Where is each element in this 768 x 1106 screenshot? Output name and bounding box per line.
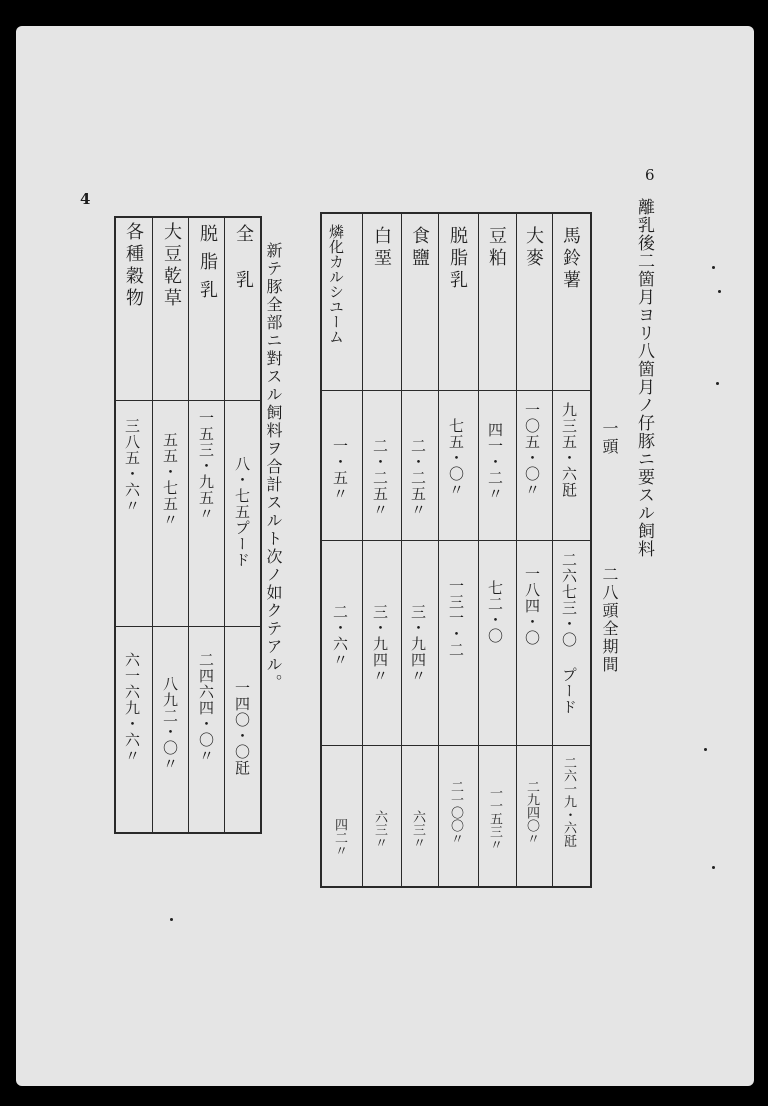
row-value-kg: 一四〇・〇瓩 bbox=[233, 680, 251, 776]
row-name: 食鹽 bbox=[409, 226, 430, 270]
row-value-one: 一・五〃 bbox=[331, 438, 349, 502]
row-value-all: 二・六〃 bbox=[331, 604, 349, 668]
row-name: 燐化カルシユーム bbox=[327, 224, 345, 344]
row-value-pood: 三八五・六〃 bbox=[123, 418, 141, 514]
row-value-one: 二・二五〃 bbox=[371, 438, 389, 518]
row-name: 大豆乾草 bbox=[161, 222, 182, 310]
table-border bbox=[260, 216, 262, 834]
table-rule bbox=[401, 212, 402, 888]
row-value-all: 二六七三・〇 プード bbox=[560, 552, 578, 715]
row-value-one: 二・二五〃 bbox=[409, 438, 427, 518]
row-value-kg: 二一〇〇〃 bbox=[448, 780, 463, 845]
row-name: 豆粕 bbox=[486, 226, 507, 270]
row-value-all: 七二・〇 bbox=[486, 580, 504, 644]
section-mark: 6 bbox=[645, 166, 655, 184]
row-value-kg: 六一六九・六〃 bbox=[123, 652, 141, 764]
row-name: 脱脂乳 bbox=[447, 226, 468, 292]
table-rule bbox=[188, 216, 189, 834]
row-value-kg: 四二〃 bbox=[332, 818, 347, 857]
row-name: 白堊 bbox=[371, 226, 392, 270]
row-value-one: 一〇五・〇〃 bbox=[523, 402, 541, 498]
row-value-pood: 八・七五プード bbox=[233, 456, 251, 568]
row-value-one: 七五・〇〃 bbox=[447, 418, 465, 498]
table-rule bbox=[152, 216, 153, 834]
scan-speck bbox=[716, 382, 719, 385]
page-number: 4 bbox=[80, 190, 91, 208]
col-header-all: 二八頭全期間 bbox=[600, 566, 619, 674]
summary-text: 新テ豚全部ニ對スル飼料ヲ合計スルト次ノ如クテアル。 bbox=[264, 242, 283, 692]
row-value-kg: 二六一九・六瓩 bbox=[561, 756, 576, 847]
table-rule bbox=[438, 212, 439, 888]
row-value-one: 四一・二〃 bbox=[486, 422, 504, 502]
scan-speck bbox=[712, 266, 715, 269]
row-value-all: 一三一・二 bbox=[447, 578, 465, 658]
table-border bbox=[320, 212, 322, 888]
row-value-kg: 六三〃 bbox=[372, 810, 387, 849]
row-value-one: 九三五・六瓩 bbox=[560, 402, 578, 498]
table-rule bbox=[552, 212, 553, 888]
table-border bbox=[590, 212, 592, 888]
row-value-kg: 二四六四・〇〃 bbox=[197, 652, 215, 764]
row-value-pood: 一五三・九五〃 bbox=[197, 410, 215, 522]
table-rule bbox=[478, 212, 479, 888]
table-rule bbox=[224, 216, 225, 834]
table-rule bbox=[362, 212, 363, 888]
row-name: 大麥 bbox=[523, 226, 544, 270]
row-value-all: 三・九四〃 bbox=[371, 604, 389, 684]
row-value-all: 三・九四〃 bbox=[409, 604, 427, 684]
row-value-kg: 一一五三〃 bbox=[487, 786, 502, 851]
row-name: 各種穀物 bbox=[123, 222, 144, 310]
col-header-one: 一頭 bbox=[600, 420, 619, 456]
scan-speck bbox=[170, 918, 173, 921]
table-border bbox=[114, 216, 116, 834]
row-value-pood: 五五・七五〃 bbox=[161, 432, 179, 528]
table-rule bbox=[516, 212, 517, 888]
row-name: 馬鈴薯 bbox=[560, 226, 581, 292]
row-value-all: 一八四・〇 bbox=[523, 566, 541, 646]
page-heading: 離乳後二箇月ヨリ八箇月ノ仔豚ニ要スル飼料 bbox=[634, 198, 654, 558]
row-name: 脱脂乳 bbox=[197, 224, 218, 308]
row-name: 全乳 bbox=[233, 224, 254, 316]
row-value-kg: 八九二・〇〃 bbox=[161, 676, 179, 772]
scan-speck bbox=[704, 748, 707, 751]
scan-speck bbox=[712, 866, 715, 869]
scan-speck bbox=[718, 290, 721, 293]
row-value-kg: 二九四〇〃 bbox=[524, 780, 539, 845]
row-value-kg: 六三〃 bbox=[410, 810, 425, 849]
